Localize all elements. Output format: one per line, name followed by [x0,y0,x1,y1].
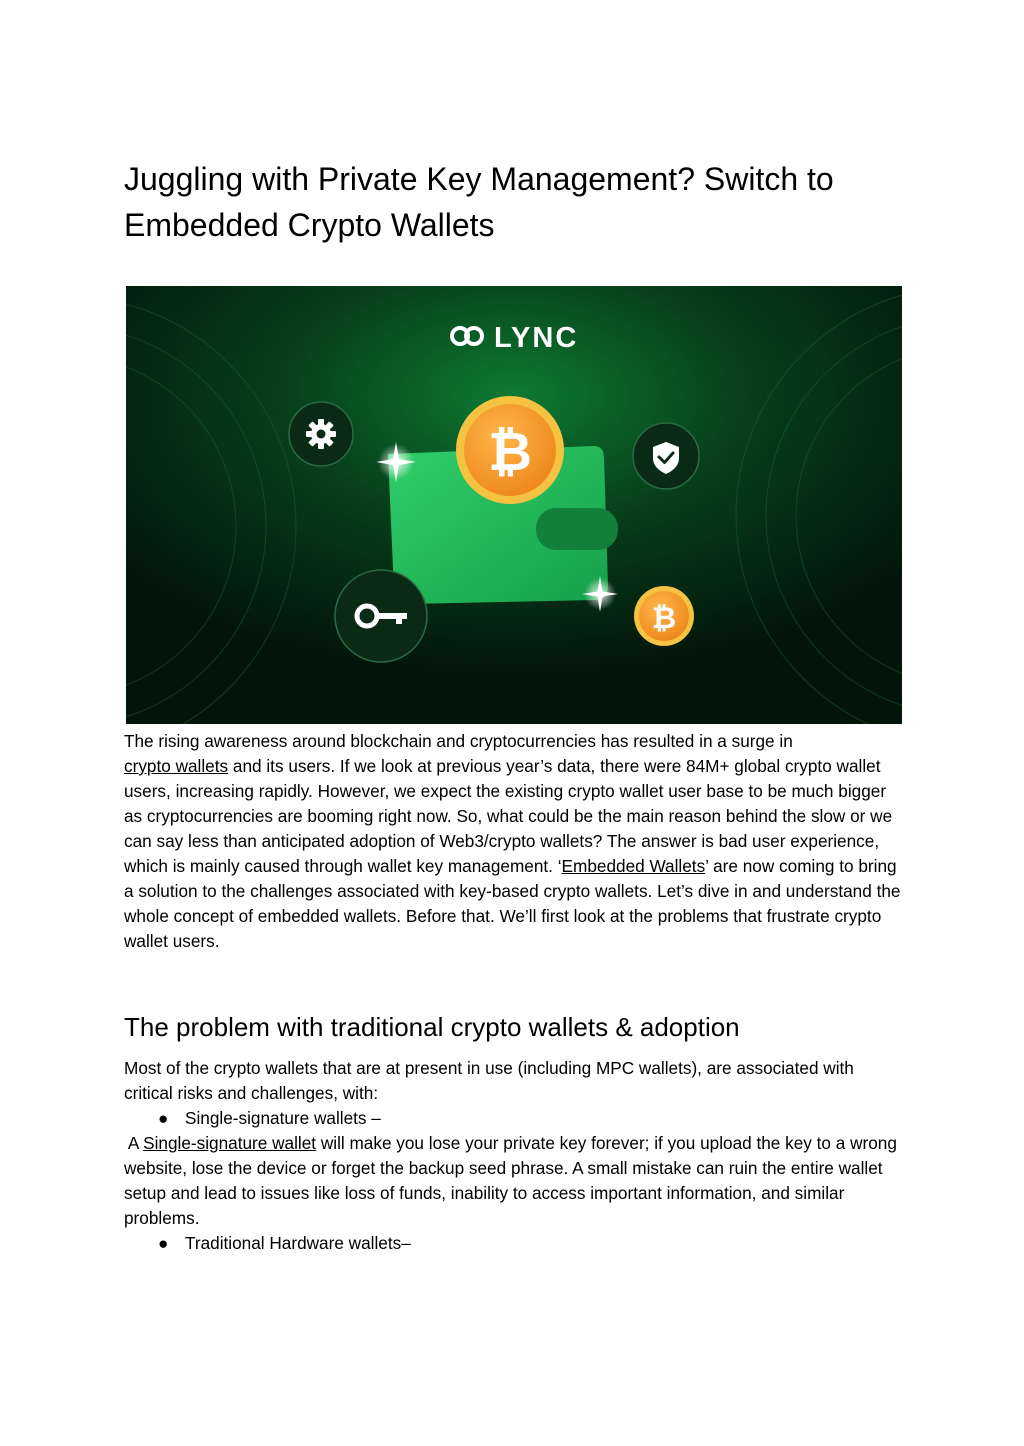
crypto-wallets-link[interactable]: crypto wallets [124,756,229,776]
bullet-text-1: Single-signature wallets – [185,1108,381,1128]
bullet-marker: ● [158,1108,169,1128]
intro-text-3: ’ are now coming to bring a solution to the challenges associated with key-based crypto wallets. Let’s dive in and understand the whole concept of embedded wallets. Before that. We’ll first look at the problems that frustrate crypto wallet users. [124,856,901,951]
intro-paragraph [124,729,904,954]
bitcoin-symbol-small: ₿ [651,601,677,636]
page-title: Juggling with Private Key Management? Switch to Embedded Crypto Wallets [124,161,834,243]
intro-text-1: The rising awareness around blockchain and cryptocurrencies has resulted in a surge in [124,731,793,751]
bitcoin-symbol-large: ₿ [487,420,533,483]
bitcoin-coin-large [456,396,564,504]
section-lead: Most of the crypto wallets that are at present in use (including MPC wallets), are associated with critical risks and challenges, with: [124,1058,854,1103]
shield-check-icon [633,423,699,489]
hero-image [126,286,902,724]
key-icon [335,570,427,662]
single-signature-paragraph [124,1131,904,1231]
single-signature-wallet-link[interactable]: Single-signature wallet [143,1133,317,1153]
section-heading: The problem with traditional crypto wallets & adoption [124,1012,740,1042]
brand-name: LYNC [494,322,579,354]
embedded-wallets-link[interactable]: Embedded Wallets [561,856,706,876]
gear-icon [289,402,353,466]
bitcoin-coin-small [634,586,694,646]
bullet-item-1 [158,1106,381,1131]
bullet-text-2: Traditional Hardware wallets– [185,1233,411,1253]
p2-text: will make you lose your private key forever; if you upload the key to a wrong website, lose the device or forget the backup seed phrase. A small mistake can ruin the entire wallet setup and lead to issues like loss of funds, inability to access important information, and similar problems. [124,1133,897,1228]
intro-text-2: and its users. If we look at previous year’s data, there were 84M+ global crypto wallet users, increasing rapidly. However, we expect the existing crypto wallet user base to be much bigger as cryptocurrencies are booming right now. So, what could be the main reason behind the slow or we can say less than anticipated adoption of Web3/crypto wallets? The answer is bad user experience, which is mainly caused through wallet key management. ‘ [124,756,893,876]
p2-prefix: A [124,1133,144,1153]
bullet-marker: ● [158,1233,169,1253]
bullet-item-2 [158,1231,411,1256]
